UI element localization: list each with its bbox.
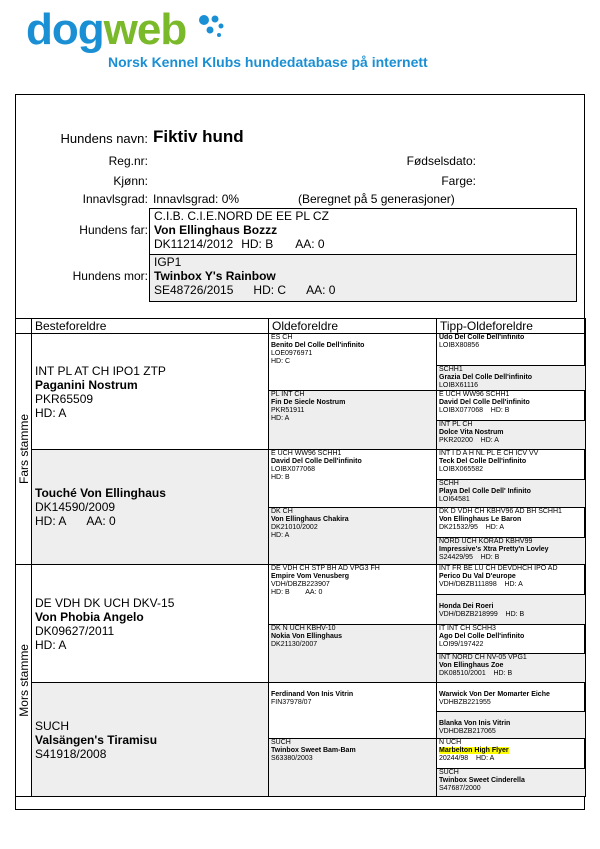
- great-grandparent-8[interactable]: SUCH Twinbox Sweet Bam-Bam S63380/2003: [269, 739, 437, 797]
- great-grandparent-6[interactable]: DK N UCH KBHV-10 Nokia Von Ellinghaus DK21130/2007: [269, 625, 437, 683]
- ggg-parent-14[interactable]: Blanka Von Inis Vitrin VDHDBZB217065: [437, 712, 586, 739]
- ggg-parent-15[interactable]: N UCH Marbelton High Flyer 20244/98 HD: A: [437, 739, 586, 769]
- color-label: Farge:: [441, 174, 476, 188]
- mother-hd: HD: C: [253, 283, 287, 297]
- mother-titles: IGP1: [154, 255, 182, 269]
- great-grandparent-7[interactable]: Ferdinand Von Inis Vitrin FIN37978/07: [269, 683, 437, 739]
- father-hd: HD: B: [241, 237, 274, 251]
- inbreed-note: (Beregnet på 5 generasjoner): [298, 192, 455, 206]
- sex-label: Kjønn:: [113, 174, 148, 188]
- ggg-parent-12[interactable]: INT NORD CH NV-05 VPG1 Von Ellinghaus Zoe DK08510/2001 HD: B: [437, 654, 586, 683]
- father-box[interactable]: [149, 208, 577, 256]
- logo-dots-icon: [198, 14, 226, 40]
- grandparent-3[interactable]: DE VDH DK UCH DKV-15 Von Phobia Angelo DK09627/2011 HD: A: [32, 565, 269, 683]
- ggg-parent-2[interactable]: SCHH1 Grazia Del Colle Dell'infinito LOIBX61116: [437, 366, 586, 391]
- logo-wordmark: dogweb: [26, 5, 187, 54]
- mother-name: Twinbox Y's Rainbow: [154, 269, 276, 283]
- ggg-parent-1[interactable]: Udo Del Colle Dell'infinito LOIBX80856: [437, 334, 586, 366]
- mother-box[interactable]: [149, 254, 577, 302]
- mors-stamme-label: Mors stamme: [16, 565, 32, 797]
- great-grandparent-2[interactable]: PL INT CH Fin De Siecle Nostrum PKR51911 HD: A: [269, 391, 437, 450]
- header-ggp: Oldeforeldre: [269, 319, 437, 334]
- name-label: Hundens navn:: [60, 131, 148, 146]
- fars-stamme-label: Fars stamme: [16, 334, 32, 565]
- ggg-parent-5[interactable]: INT I D A H NL PL E CH ICV VV Teck Del Colle Dell'infinito LOIBX065582: [437, 450, 586, 480]
- reg-label: Reg.nr:: [108, 154, 148, 168]
- ggg-parent-9[interactable]: INT FR BE LU CH DEVDHCH IPO AD Perico Du Val D'europe VDH/DBZB111898 HD: A: [437, 565, 586, 595]
- great-grandparent-4[interactable]: DK CH Von Ellinghaus Chakira DK21010/2002 HD: A: [269, 508, 437, 565]
- mother-reg: SE48726/2015: [154, 283, 234, 297]
- inbreed-value: Innavlsgrad: 0%: [153, 192, 240, 206]
- grandparent-1[interactable]: INT PL AT CH IPO1 ZTP Paganini Nostrum PKR65509 HD: A: [32, 334, 269, 450]
- ggg-parent-16[interactable]: SUCH Twinbox Sweet Cinderella S47687/2000: [437, 769, 586, 797]
- grandparent-2[interactable]: Touché Von Ellinghaus DK14590/2009 HD: A AA: 0: [32, 450, 269, 565]
- father-label: Hundens far:: [79, 223, 148, 237]
- header-gggp: Tipp-Oldeforeldre: [437, 319, 586, 334]
- ggg-parent-10[interactable]: Honda Dei Roeri VDH/DBZB218999 HD: B: [437, 595, 586, 625]
- father-aa: AA: 0: [295, 237, 325, 251]
- header-spacer: [16, 319, 32, 334]
- great-grandparent-5[interactable]: DE VDH CH STP BH AD VPG3 FH Empire Vom Venusberg VDH/DBZB223907 HD: B AA: 0: [269, 565, 437, 625]
- ggg-parent-4[interactable]: INT PL CH Dolce Vita Nostrum PKR20200 HD: A: [437, 421, 586, 450]
- mother-label: Hundens mor:: [72, 269, 148, 283]
- great-grandparent-1[interactable]: ES CH Benito Del Colle Dell'infinito LOE0976971 HD: C: [269, 334, 437, 391]
- father-titles: C.I.B. C.I.E.NORD DE EE PL CZ: [154, 209, 329, 223]
- father-name: Von Ellinghaus Bozzz: [154, 223, 278, 237]
- highlighted-dog-name: Marbelton High Flyer: [439, 747, 509, 754]
- dogweb-logo[interactable]: [26, 5, 187, 54]
- ggg-parent-6[interactable]: SCHH Playa Del Colle Dell' Infinito LOI64581: [437, 480, 586, 508]
- ggg-parent-8[interactable]: NORD UCH KORAD KBHV99 Impressive's Xtra Pretty'n Lovley S24429/95 HD: B: [437, 538, 586, 565]
- father-reg: DK11214/2012: [154, 237, 234, 251]
- ggg-parent-11[interactable]: IT INT CH SCHH3 Ago Del Colle Dell'infinito LOI99/197422: [437, 625, 586, 654]
- header-gp: Besteforeldre: [32, 319, 269, 334]
- dog-name: Fiktiv hund: [153, 127, 244, 146]
- pedigree-table: [15, 318, 585, 797]
- logo-subtitle: Norsk Kennel Klubs hundedatabase på internett: [108, 54, 428, 70]
- mother-aa: AA: 0: [306, 283, 336, 297]
- ggg-parent-7[interactable]: DK D VDH CH KBHV96 AD BH SCHH1 Von Ellinghaus Le Baron DK21532/95 HD: A: [437, 508, 586, 538]
- inbreed-label: Innavlsgrad:: [82, 192, 148, 206]
- ggg-parent-3[interactable]: E UCH WW96 SCHH1 David Del Colle Dell'infinito LOIBX077068 HD: B: [437, 391, 586, 421]
- great-grandparent-3[interactable]: E UCH WW96 SCHH1 David Del Colle Dell'infinito LOIBX077068 HD: B: [269, 450, 437, 508]
- grandparent-4[interactable]: SUCH Valsängen's Tiramisu S41918/2008: [32, 683, 269, 797]
- ggg-parent-13[interactable]: Warwick Von Der Momarter Eiche VDHBZB221955: [437, 683, 586, 712]
- birth-label: Fødselsdato:: [406, 154, 476, 168]
